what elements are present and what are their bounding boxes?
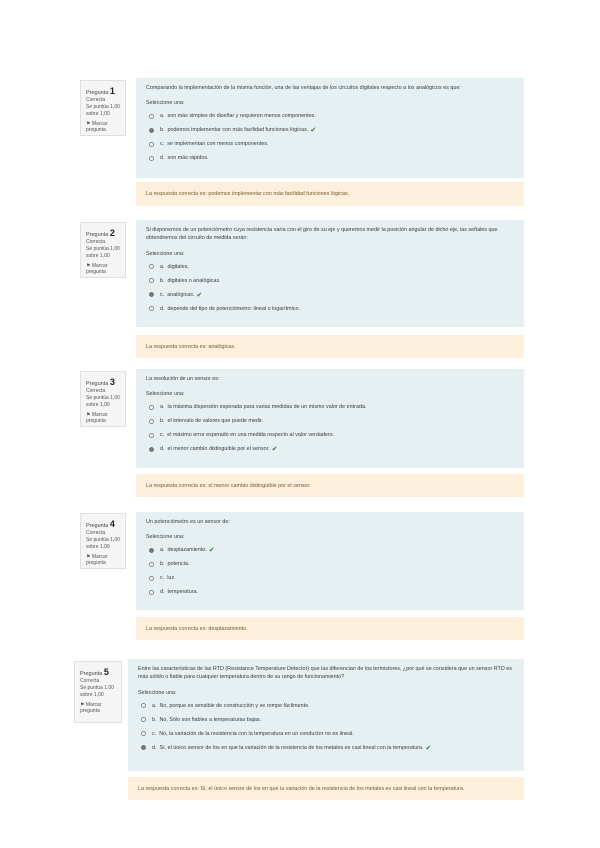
feedback-box: La respuesta correcta es: podemos implementar con más facilidad funciones lógicas. [136, 182, 524, 206]
radio-button[interactable] [149, 264, 154, 269]
flag-question-link[interactable]: ⚑ Marcar pregunta [86, 262, 108, 276]
answer-option-d[interactable]: d. son más rápidos. [146, 151, 514, 165]
question-number: Pregunta 3 [86, 377, 115, 387]
select-one-label: Seleccione una: [146, 534, 185, 541]
flag-icon: ⚑ [86, 553, 91, 560]
radio-button[interactable] [149, 576, 154, 581]
answer-option-a[interactable]: a. son más simples de diseñar y requieren menos componentes. [146, 109, 514, 123]
question-status: Correcta [80, 678, 100, 685]
check-icon: ✔ [310, 127, 317, 135]
radio-button[interactable] [149, 447, 154, 452]
question-text: La resolución de un sensor es: [146, 376, 220, 382]
radio-button[interactable] [149, 562, 154, 567]
radio-button[interactable] [149, 306, 154, 311]
question-content-4 [136, 512, 524, 610]
check-icon: ✔ [271, 446, 278, 454]
question-text: Comparando la implementación de la misma función, una de las ventajas de los circuitos digitales respecto a los analógicos es que: [146, 85, 461, 91]
select-one-label: Seleccione una: [146, 391, 185, 398]
answer-option-a[interactable]: a. desplazamiento. ✔ [146, 543, 514, 557]
question-mark: Se puntúa 1,00 sobre 1,00 [86, 104, 120, 117]
select-one-label: Seleccione una: [138, 689, 177, 696]
flag-question-link[interactable]: ⚑ Marcar pregunta [80, 701, 102, 715]
radio-button[interactable] [149, 292, 154, 297]
question-info-2 [80, 222, 126, 278]
question-status: Correcta [86, 97, 106, 104]
answer-option-a[interactable]: a. No, porque es sensible de construcción y se rompe fácilmente. [138, 699, 514, 713]
question-number: Pregunta 2 [86, 228, 115, 238]
select-one-label: Seleccione una: [146, 250, 185, 257]
radio-button[interactable] [141, 717, 146, 722]
answer-option-c[interactable]: c. el máximo error esperado en una medida respecto al valor verdadero. [146, 428, 514, 442]
flag-question-link[interactable]: ⚑ Marcar pregunta [86, 553, 108, 567]
answer-option-c[interactable]: c. No, la variación de la resistencia con la temperatura en un conductor no es lineal. [138, 727, 514, 741]
answer-option-b[interactable]: b. No, Sólo son fiables a temperaturas bajas. [138, 713, 514, 727]
feedback-box: La respuesta correcta es: desplazamiento. [136, 617, 524, 640]
check-icon: ✔ [425, 744, 432, 752]
feedback-box: La respuesta correcta es: analógicas. [136, 335, 524, 358]
answer-option-b[interactable]: b. potencia. [146, 557, 514, 571]
question-content-1 [136, 78, 524, 178]
question-content-2 [136, 220, 524, 327]
flag-icon: ⚑ [80, 701, 85, 708]
question-number: Pregunta 4 [86, 519, 115, 529]
select-one-label: Seleccione una: [146, 100, 185, 107]
flag-icon: ⚑ [86, 120, 91, 127]
answer-option-d[interactable]: d. el menor cambio distinguible por el sensor. ✔ [146, 442, 514, 456]
answer-option-b[interactable]: b. podemos implementar con más facilidad funciones lógicas. ✔ [146, 123, 514, 137]
question-info-4 [80, 513, 126, 569]
radio-button[interactable] [149, 405, 154, 410]
answer-option-c[interactable]: c. analógicas. ✔ [146, 288, 514, 302]
question-number: Pregunta 5 [80, 667, 109, 677]
radio-button[interactable] [149, 548, 154, 553]
flag-icon: ⚑ [86, 411, 91, 418]
radio-button[interactable] [149, 433, 154, 438]
radio-button[interactable] [149, 419, 154, 424]
question-status: Correcta [86, 530, 106, 537]
radio-button[interactable] [149, 114, 154, 119]
question-mark: Se puntúa 1,00 sobre 1,00 [80, 685, 114, 698]
question-status: Correcta [86, 239, 106, 246]
answer-option-b[interactable]: b. el intervalo de valores que puede medir. [146, 414, 514, 428]
radio-button[interactable] [149, 156, 154, 161]
check-icon: ✔ [208, 547, 215, 555]
answer-option-d[interactable]: d. Sí, el único sensor de los en que la variación de la resistencia de los metales es casi lineal con la temperatura. ✔ [138, 741, 514, 755]
answer-option-d[interactable]: d. depende del tipo de potenciómetro: lineal o logarítmico. [146, 302, 514, 316]
question-content-3 [136, 369, 524, 468]
question-info-5 [74, 661, 122, 723]
answer-option-c[interactable]: c. se implementan con menos componentes. [146, 137, 514, 151]
feedback-box: La respuesta correcta es: Sí, el único sensor de los en que la variación de la resistencia de los metales es casi lineal con la temperatura. [128, 777, 524, 800]
answer-option-a[interactable]: a. la máxima dispersión esperada para varias medidas de un mismo valor de entrada. [146, 400, 514, 414]
question-number: Pregunta 1 [86, 86, 115, 96]
answer-option-b[interactable]: b. digitales o analógicas. [146, 274, 514, 288]
radio-button[interactable] [149, 128, 154, 133]
question-text: Un potenciómetro es un sensor de: [146, 519, 230, 525]
question-info-3 [80, 371, 126, 427]
radio-button[interactable] [141, 731, 146, 736]
question-text: Entre las características de las RTD (Resistance Temperature Detector) que las diferencian de los termistores, ¿por qué se considera que un sensor RTD es más sólido o fiable para cualquier temperatura dentro de su rango de funcionamiento? [138, 666, 512, 681]
radio-button[interactable] [141, 703, 146, 708]
radio-button[interactable] [149, 278, 154, 283]
flag-question-link[interactable]: ⚑ Marcar pregunta [86, 411, 108, 425]
answer-option-a[interactable]: a. digitales. [146, 260, 514, 274]
radio-button[interactable] [141, 745, 146, 750]
question-info-1 [80, 80, 126, 136]
question-mark: Se puntúa 1,00 sobre 1,00 [86, 395, 120, 408]
question-content-5 [128, 659, 524, 771]
answer-option-c[interactable]: c. luz. [146, 571, 514, 585]
radio-button[interactable] [149, 142, 154, 147]
feedback-box: La respuesta correcta es: el menor cambio distinguible por el sensor. [136, 474, 524, 497]
question-mark: Se puntúa 1,00 sobre 1,00 [86, 537, 120, 550]
check-icon: ✔ [196, 291, 203, 299]
question-mark: Se puntúa 1,00 sobre 1,00 [86, 246, 120, 259]
question-status: Correcta [86, 388, 106, 395]
flag-icon: ⚑ [86, 262, 91, 269]
flag-question-link[interactable]: ⚑ Marcar pregunta [86, 120, 108, 134]
answer-option-d[interactable]: d. temperatura. [146, 585, 514, 599]
radio-button[interactable] [149, 590, 154, 595]
question-text: Si disponemos de un potenciómetro cuya resistencia varía con el giro de su eje y queremos medir la posición angular de dicho eje, las señales que obtendremos del circuito de medida serán: [146, 227, 498, 242]
